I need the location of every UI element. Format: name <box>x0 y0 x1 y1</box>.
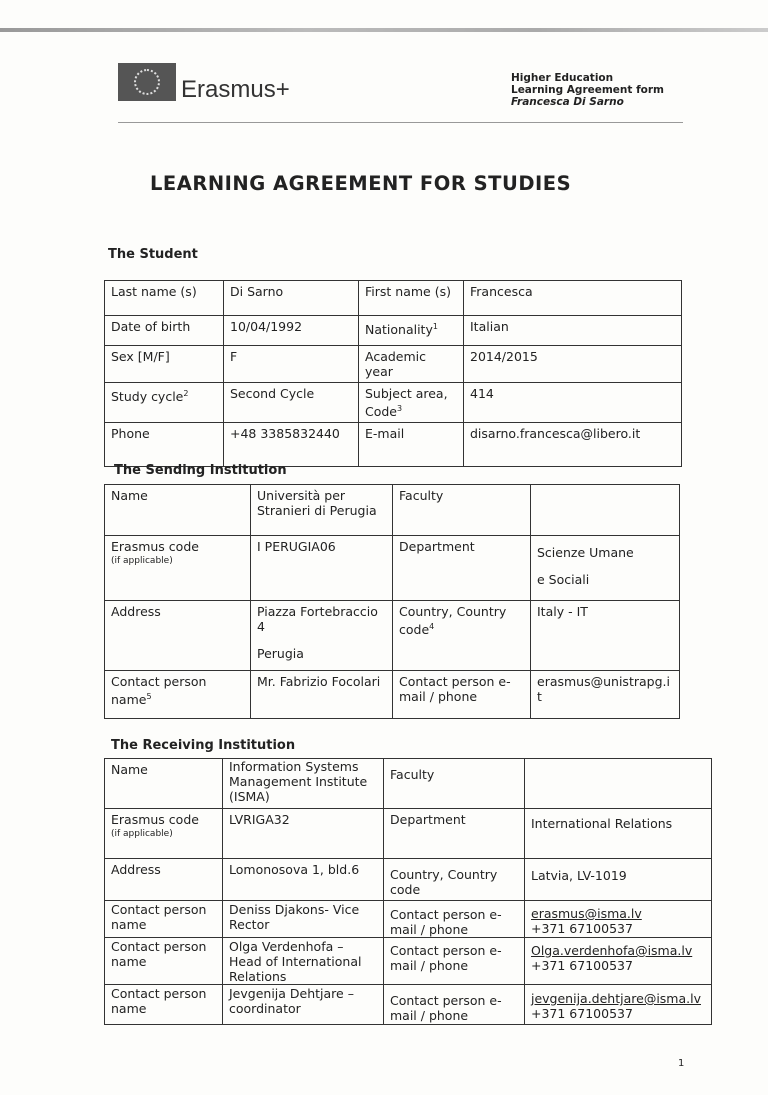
student-heading: The Student <box>108 247 198 262</box>
value: Mr. Fabrizio Focolari <box>251 671 393 719</box>
table-row <box>105 671 680 719</box>
value: F <box>224 346 359 383</box>
eu-flag-logo <box>118 63 176 101</box>
sending-heading: The Sending Institution <box>114 463 287 478</box>
label: Address <box>105 859 223 901</box>
student-table <box>104 280 682 467</box>
table-row <box>105 536 680 601</box>
value: +48 3385832440 <box>224 423 359 467</box>
value: Second Cycle <box>224 383 359 423</box>
label: Phone <box>105 423 224 467</box>
table-row <box>105 281 682 316</box>
value: Università per Stranieri di Perugia <box>251 485 393 536</box>
label: Academic year <box>359 346 464 383</box>
label: Sex [M/F] <box>105 346 224 383</box>
table-row <box>105 759 712 809</box>
value: Italian <box>464 316 682 346</box>
table-row <box>105 485 680 536</box>
receiving-heading: The Receiving Institution <box>111 738 296 753</box>
header-student-name: Francesca Di Sarno <box>511 96 624 108</box>
value: Piazza Fortebraccio 4 Perugia <box>251 601 393 671</box>
label: Faculty <box>384 759 525 809</box>
value: jevgenija.dehtjare@isma.lv +371 67100537 <box>525 985 712 1025</box>
value: Latvia, LV-1019 <box>525 859 712 901</box>
header-divider <box>118 122 683 123</box>
table-row <box>105 601 680 671</box>
value: erasmus@unistrapg.it <box>531 671 680 719</box>
value: 2014/2015 <box>464 346 682 383</box>
table-row <box>105 423 682 467</box>
value: International Relations <box>525 809 712 859</box>
header-line: Higher Education <box>511 72 614 84</box>
header-line: Learning Agreement form <box>511 84 664 96</box>
label: Erasmus code (if applicable) <box>105 809 223 859</box>
label: Faculty <box>393 485 531 536</box>
table-row <box>105 938 712 985</box>
value: Olga Verdenhofa – Head of International Relations <box>223 938 384 985</box>
value: erasmus@isma.lv +371 67100537 <box>525 901 712 938</box>
label: E-mail <box>359 423 464 467</box>
label: Country, Country code$^4$ <box>393 601 531 671</box>
table-row <box>105 901 712 938</box>
label: Name <box>105 759 223 809</box>
email-link[interactable]: Olga.verdenhofa@isma.lv <box>531 943 693 958</box>
label: Nationality$^1$ <box>359 316 464 346</box>
label: Last name (s) <box>105 281 224 316</box>
label: Address <box>105 601 251 671</box>
label: Date of birth <box>105 316 224 346</box>
label: Contact person e-mail / phone <box>393 671 531 719</box>
table-row <box>105 316 682 346</box>
value: Lomonosova 1, bld.6 <box>223 859 384 901</box>
email-link[interactable]: erasmus@isma.lv <box>531 906 642 921</box>
value <box>531 485 680 536</box>
label: Contact person name <box>105 938 223 985</box>
brand-name: Erasmus+ <box>181 76 290 103</box>
email-link[interactable]: jevgenija.dehtjare@isma.lv <box>531 991 701 1006</box>
label: Contact person name <box>105 985 223 1025</box>
sending-table <box>104 484 680 719</box>
label: Erasmus code (if applicable) <box>105 536 251 601</box>
page-title: LEARNING AGREEMENT FOR STUDIES <box>150 172 572 195</box>
value: Italy - IT <box>531 601 680 671</box>
value: disarno.francesca@libero.it <box>464 423 682 467</box>
receiving-table <box>104 758 712 1025</box>
value: 414 <box>464 383 682 423</box>
value: Di Sarno <box>224 281 359 316</box>
table-row <box>105 383 682 423</box>
value <box>525 759 712 809</box>
table-row <box>105 346 682 383</box>
table-row <box>105 809 712 859</box>
label: Contact person name$^5$ <box>105 671 251 719</box>
label: First name (s) <box>359 281 464 316</box>
table-row <box>105 985 712 1025</box>
scan-edge <box>0 28 768 32</box>
label: Study cycle$^2$ <box>105 383 224 423</box>
label: Contact person e-mail / phone <box>384 985 525 1025</box>
header-info <box>511 72 664 108</box>
value: Deniss Djakons- Vice Rector <box>223 901 384 938</box>
page-number: 1 <box>678 1058 685 1069</box>
value: Olga.verdenhofa@isma.lv +371 67100537 <box>525 938 712 985</box>
value: Francesca <box>464 281 682 316</box>
label: Subject area, Code$^3$ <box>359 383 464 423</box>
label: Department <box>393 536 531 601</box>
value: I PERUGIA06 <box>251 536 393 601</box>
value: Jevgenija Dehtjare – coordinator <box>223 985 384 1025</box>
label: Name <box>105 485 251 536</box>
value: Information Systems Management Institute (ISMA) <box>223 759 384 809</box>
table-row <box>105 859 712 901</box>
value: LVRIGA32 <box>223 809 384 859</box>
label: Contact person e-mail / phone <box>384 938 525 985</box>
label: Contact person e-mail / phone <box>384 901 525 938</box>
label: Country, Country code <box>384 859 525 901</box>
value: Scienze Umane e Sociali <box>531 536 680 601</box>
label: Contact person name <box>105 901 223 938</box>
label: Department <box>384 809 525 859</box>
value: 10/04/1992 <box>224 316 359 346</box>
